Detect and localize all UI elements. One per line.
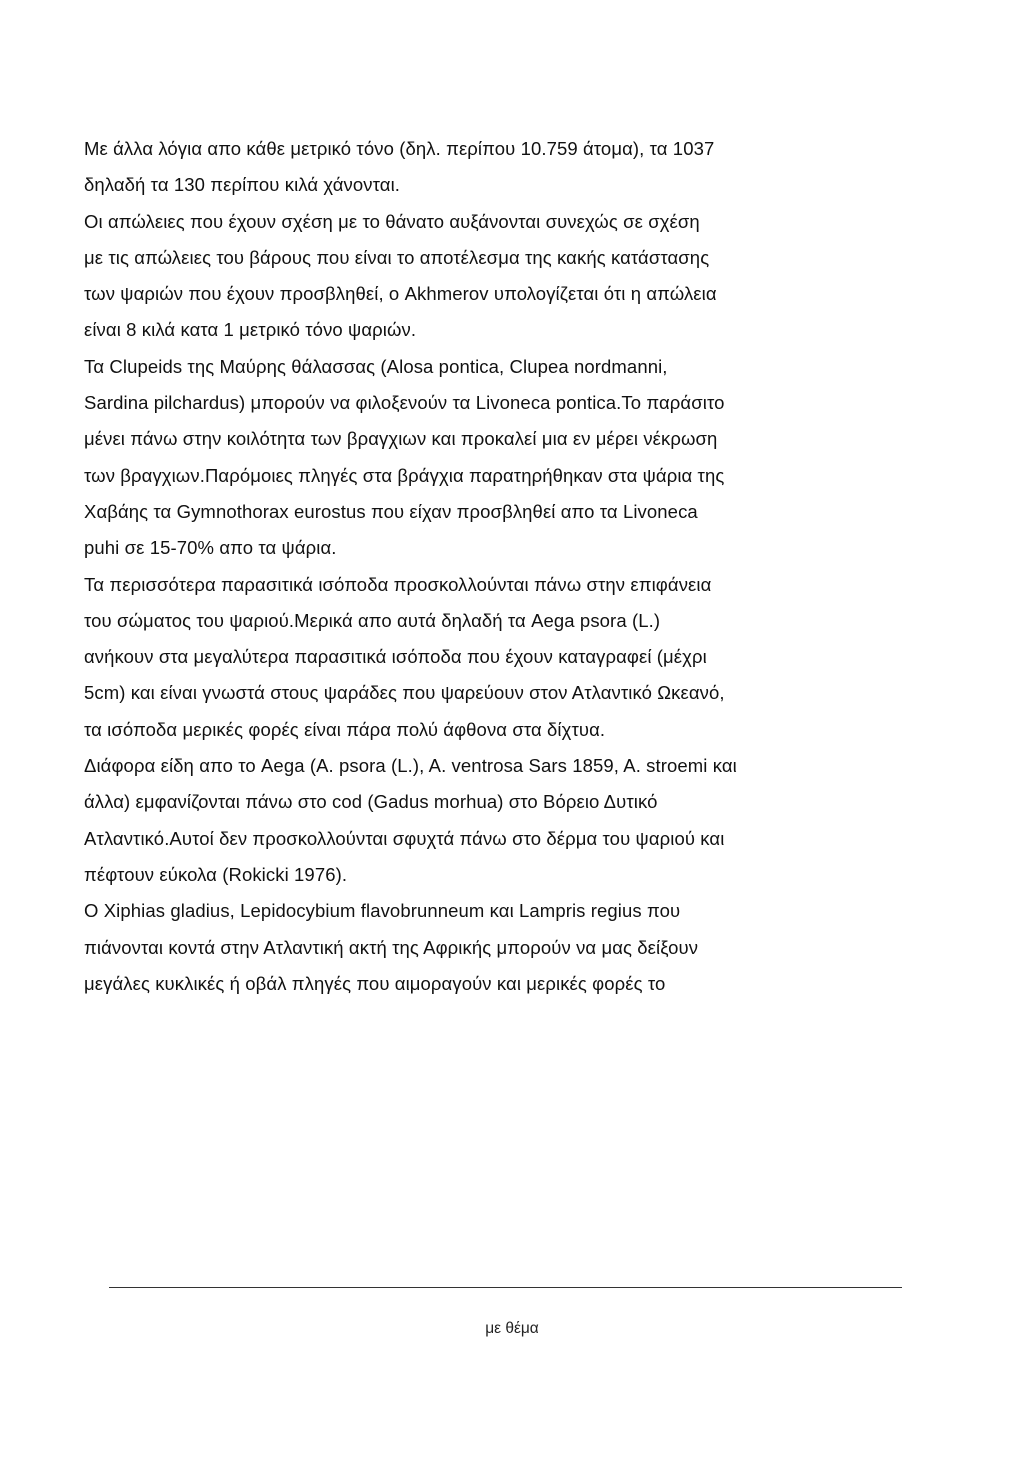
text-line: Οι απώλειες που έχουν σχέση με το θάνατο αυξάνονται συνεχώς σε σχέση	[84, 210, 700, 232]
text-line: Ατλαντικό.Αυτοί δεν προσκολλούνται σφυχτά πάνω στο δέρμα του ψαριού και	[84, 827, 725, 849]
text-line: τα ισόποδα μερικές φορές είναι πάρα πολύ άφθονα στα δίχτυα.	[84, 718, 606, 740]
text-line: είναι 8 κιλά κατα 1 μετρικό τόνο ψαριών.	[84, 319, 417, 341]
text-line: άλλα) εμφανίζονται πάνω στο cod (Gadus morhua) στο Βόρειο Δυτικό	[84, 791, 658, 813]
text-line: 5cm) και είναι γνωστά στους ψαράδες που ψαρεύουν στον Ατλαντικό Ωκεανό,	[84, 682, 725, 704]
text-line: του σώματος του ψαριού.Μερικά απο αυτά δηλαδή τα Aega psora (L.)	[84, 609, 661, 631]
text-line: Τα Clupeids της Μαύρης θάλασσας (Alosa pontica, Clupea nordmanni,	[84, 355, 668, 377]
text-line: μεγάλες κυκλικές ή οβάλ πληγές που αιμοραγούν και μερικές φορές το	[84, 972, 666, 994]
body-text	[84, 131, 914, 1002]
text-line: ανήκουν στα μεγαλύτερα παρασιτικά ισόποδα που έχουν καταγραφεί (μέχρι	[84, 646, 707, 668]
text-line: πιάνονται κοντά στην Ατλαντική ακτή της Αφρικής μπορούν να μας δείξουν	[84, 936, 699, 958]
text-line: πέφτουν εύκολα (Rokicki 1976).	[84, 863, 348, 885]
text-line: Με άλλα λόγια απο κάθε μετρικό τόνο (δηλ. περίπου 10.759 άτομα), τα 1037	[84, 138, 715, 159]
text-line: Ο Xiphias gladius, Lepidocybium flavobrunneum και Lampris regius που	[84, 900, 681, 922]
footer-note: με θέμα	[485, 1320, 539, 1337]
text-line: των βραγχιων.Παρόμοιες πληγές στα βράγχια παρατηρήθηκαν στα ψάρια της	[84, 464, 725, 486]
text-line: με τις απώλειες του βάρους που είναι το αποτέλεσμα της κακής κατάστασης	[84, 246, 710, 268]
text-line: Διάφορα είδη απο το Aega (A. psora (L.), A. ventrosa Sars 1859, A. stroemi και	[84, 755, 737, 777]
footer-divider	[109, 1287, 902, 1288]
text-line: puhi σε 15-70% απο τα ψάρια.	[84, 537, 337, 559]
text-line: Χαβάης τα Gymnothorax eurostus που είχαν προσβληθεί απο τα Livoneca	[84, 500, 698, 522]
text-line: μένει πάνω στην κοιλότητα των βραγχιων και προκαλεί μια εν μέρει νέκρωση	[84, 428, 718, 450]
text-line: δηλαδή τα 130 περίπου κιλά χάνονται.	[84, 174, 401, 196]
text-line: Τα περισσότερα παρασιτικά ισόποδα προσκολλούνται πάνω στην επιφάνεια	[84, 573, 712, 595]
text-line: των ψαριών που έχουν προσβληθεί, ο Akhmerov υπολογίζεται ότι η απώλεια	[84, 283, 717, 305]
text-line: Sardina pilchardus) μπορούν να φιλοξενούν τα Livoneca pontica.Το παράσιτο	[84, 392, 725, 414]
